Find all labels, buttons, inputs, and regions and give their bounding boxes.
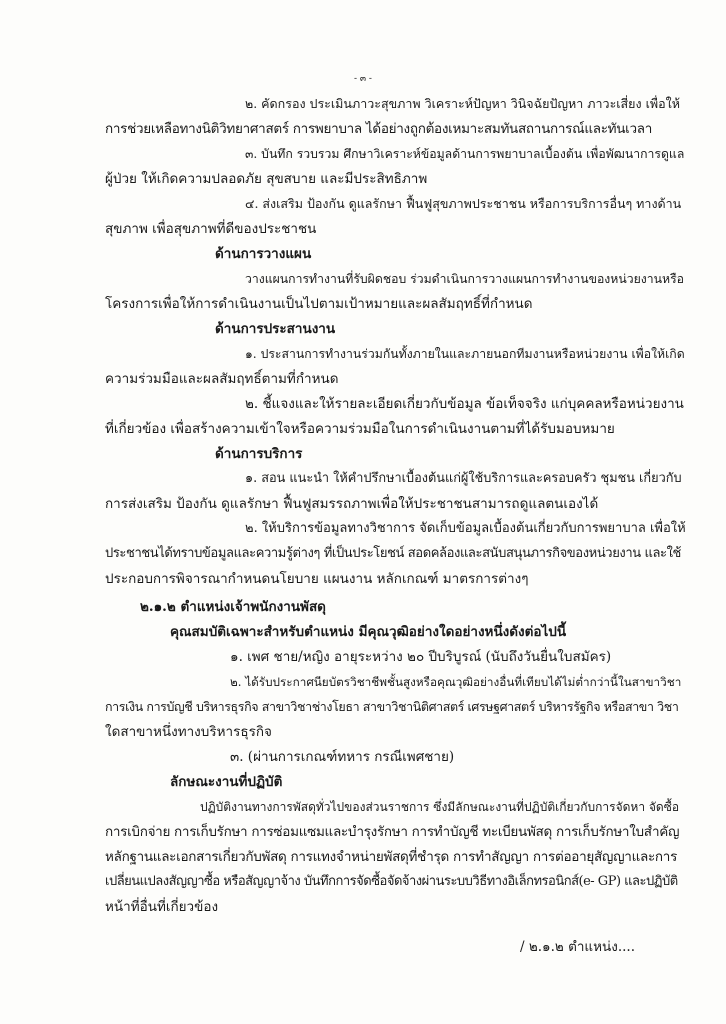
job-description-line-4: เปลี่ยนแปลงสัญญาซื้อ หรือสัญญาจ้าง บันทึกการจัดซื้อจัดจ้างผ่านระบบวิธีทางอิเล็กทรอนิกส์(e- GP) และปฏิบัติ [105, 874, 678, 889]
job-description-line-5: หน้าที่อื่นที่เกี่ยวข้อง [105, 899, 219, 915]
job-description-heading: ลักษณะงานที่ปฏิบัติ [170, 774, 283, 790]
service-provision-item-2-line-1: ๒. ให้บริการข้อมูลทางวิชาการ จัดเก็บข้อมูลเบื้องต้นเกี่ยวกับการพยาบาล เพื่อให้ [245, 521, 686, 536]
qualification-item-1: ๑. เพศ ชาย/หญิง อายุระหว่าง ๒๐ ปีบริบูรณ์ (นับถึงวันยื่นใบสมัคร) [230, 649, 612, 665]
page-number: - ๓ - [354, 74, 372, 84]
planning-line-1: วางแผนการทำงานที่รับผิดชอบ ร่วมดำเนินการวางแผนการทำงานของหน่วยงานหรือ [245, 272, 685, 286]
service-item-2-line-2: การช่วยเหลือทางนิติวิทยาศาสตร์ การพยาบาล ได้อย่างถูกต้องเหมาะสมทันสถานการณ์และทันเวลา [105, 121, 653, 137]
coordination-item-2-line-1: ๒. ชี้แจงและให้รายละเอียดเกี่ยวกับข้อมูล ข้อเท็จจริง แก่บุคคลหรือหน่วยงาน [245, 396, 684, 412]
service-item-4-line-2: สุขภาพ เพื่อสุขภาพที่ดีของประชาชน [105, 221, 317, 237]
service-provision-item-1-line-2: การส่งเสริม ป้องกัน ดูแลรักษา ฟื้นฟูสมรรถภาพเพื่อให้ประชาชนสามารถดูแลตนเองได้ [105, 496, 599, 512]
service-provision-item-2-line-3: ประกอบการพิจารณากำหนดนโยบาย แผนงาน หลักเกณฑ์ มาตรการต่างๆ [105, 571, 529, 587]
service-provision-item-2-line-2: ประชาชนได้ทราบข้อมูลและความรู้ต่างๆ ที่เป็นประโยชน์ สอดคล้องและสนับสนุนภารกิจของหน่วยงาน และใช้ [105, 546, 681, 561]
job-description-line-2: การเบิกจ่าย การเก็บรักษา การซ่อมแซมและบำรุงรักษา การทำบัญชี ทะเบียนพัสดุ การเก็บรักษาใบสำคัญ [105, 824, 680, 840]
planning-line-2: โครงการเพื่อให้การดำเนินงานเป็นไปตามเป้าหมายและผลสัมฤทธิ์ที่กำหนด [105, 296, 533, 312]
job-description-line-3: หลักฐานและเอกสารเกี่ยวกับพัสดุ การแทงจำหน่ายพัสดุที่ชำรุด การทำสัญญา การต่ออายุสัญญาและการ [105, 849, 678, 865]
section-heading-planning: ด้านการวางแผน [215, 246, 312, 262]
qualifications-heading: คุณสมบัติเฉพาะสำหรับตำแหน่ง มีคุณวุฒิอย่างใดอย่างหนึ่งดังต่อไปนี้ [170, 624, 567, 640]
qualification-item-2-line-1: ๒. ได้รับประกาศนียบัตรวิชาชีพชั้นสูงหรือคุณวุฒิอย่างอื่นที่เทียบได้ไม่ต่ำกว่านี้ในสาขาวิชา [230, 675, 682, 689]
section-heading-coordination: ด้านการประสานงาน [215, 321, 336, 337]
section-heading-service: ด้านการบริการ [215, 446, 303, 462]
service-item-4-line-1: ๔. ส่งเสริม ป้องกัน ดูแลรักษา ฟื้นฟูสุขภาพประชาชน หรือการบริการอื่นๆ ทางด้าน [245, 196, 682, 211]
qualification-item-2-line-3: ใดสาขาหนึ่งทางบริหารธุรกิจ [105, 724, 272, 740]
qualification-item-2-line-2: การเงิน การบัญชี บริหารธุรกิจ สาขาวิชาช่างโยธา สาขาวิชานิติศาสตร์ เศรษฐศาสตร์ บริหารรัฐกิจ หรือสาขา วิชา [105, 699, 679, 714]
coordination-item-1-line-1: ๑. ประสานการทำงานร่วมกันทั้งภายในและภายนอกทีมงานหรือหน่วยงาน เพื่อให้เกิด [245, 347, 685, 361]
position-heading-supplies-officer: ๒.๑.๒ ตำแหน่งเจ้าพนักงานพัสดุ [140, 599, 326, 615]
service-item-2-line-1: ๒. คัดกรอง ประเมินภาวะสุขภาพ วิเคราะห์ปัญหา วินิจฉัยปัญหา ภาวะเสี่ยง เพื่อให้ [245, 96, 680, 111]
coordination-item-2-line-2: ที่เกี่ยวข้อง เพื่อสร้างความเข้าใจหรือความร่วมมือในการดำเนินงานตามที่ได้รับมอบหมาย [105, 421, 615, 437]
continuation-note: / ๒.๑.๒ ตำแหน่ง.... [520, 939, 636, 955]
service-item-3-line-1: ๓. บันทึก รวบรวม ศึกษาวิเคราะห์ข้อมูลด้านการพยาบาลเบื้องต้น เพื่อพัฒนาการดูแล [245, 147, 685, 161]
service-provision-item-1-line-1: ๑. สอน แนะนำ ให้คำปรึกษาเบื้องต้นแก่ผู้ใช้บริการและครอบครัว ชุมชน เกี่ยวกับ [245, 471, 682, 486]
job-description-line-1: ปฏิบัติงานทางการพัสดุทั่วไปของส่วนราชการ ซึ่งมีลักษณะงานที่ปฏิบัติเกี่ยวกับการจัดหา จัดซื้อ [200, 800, 680, 814]
qualification-item-3: ๓. (ผ่านการเกณฑ์ทหาร กรณีเพศชาย) [230, 749, 455, 765]
coordination-item-1-line-2: ความร่วมมือและผลสัมฤทธิ์ตามที่กำหนด [105, 371, 339, 387]
service-item-3-line-2: ผู้ป่วย ให้เกิดความปลอดภัย สุขสบาย และมีประสิทธิภาพ [105, 171, 428, 187]
